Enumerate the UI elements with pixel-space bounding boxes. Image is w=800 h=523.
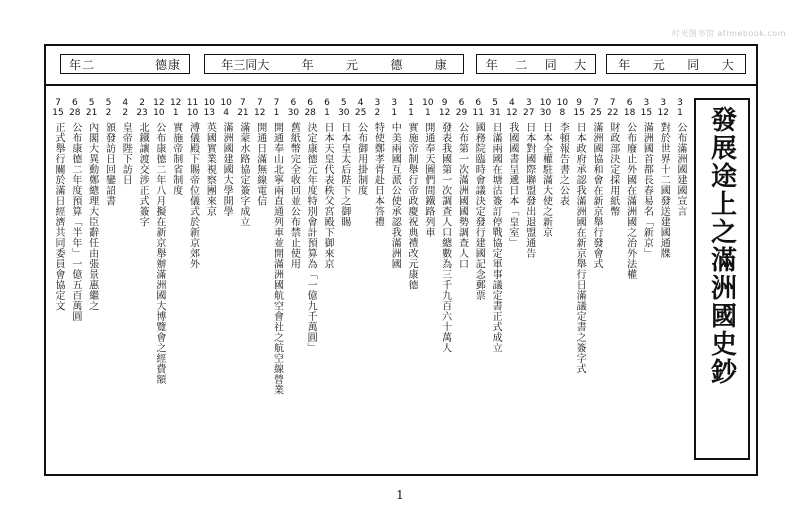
entry-date	[539, 98, 553, 118]
entry-date	[236, 98, 250, 118]
entry-date	[639, 98, 653, 118]
entry-month: 5	[105, 98, 112, 108]
entry-month: 3	[643, 98, 650, 108]
entry-text: 內閣大異動鄭總理大臣辭任由張景惠繼之	[86, 122, 98, 311]
entry-text: 日本對國際聯盟發出退盟通告	[523, 122, 535, 259]
entry-month: 10	[556, 98, 569, 108]
entry-month: 6	[458, 98, 465, 108]
entry-day: 22	[607, 108, 619, 118]
entry-month: 2	[139, 98, 145, 108]
entry-day: 1	[391, 108, 398, 118]
chronology-entry	[287, 98, 299, 468]
entry-month: 4	[357, 98, 364, 108]
period-box-kangde-2	[60, 54, 190, 74]
entry-month: 7	[256, 98, 263, 108]
entry-day: 29	[455, 108, 468, 118]
entry-month: 10	[539, 98, 552, 108]
chronology-entry	[657, 98, 669, 468]
entry-day: 27	[522, 108, 535, 118]
entry-text: 實施帝制舉行帝政慶祝典禮改元康德	[406, 122, 418, 290]
entry-day: 15	[573, 108, 585, 118]
entry-month: 9	[576, 98, 582, 108]
entry-day: 28	[304, 108, 316, 118]
entry-text: 皇帝陛下訪日	[120, 122, 132, 185]
entry-date	[101, 98, 115, 118]
entry-day: 1	[324, 108, 330, 118]
entry-date	[589, 98, 603, 118]
entry-date	[202, 98, 216, 118]
chronology-entry	[338, 98, 350, 468]
entry-day: 10	[186, 108, 199, 118]
entry-text: 開通奉山北寧兩直通列車並開滿洲國航空會社之航空線營業	[271, 122, 283, 395]
entry-date	[488, 98, 502, 118]
entry-date	[370, 98, 384, 118]
entry-date	[303, 98, 317, 118]
header-band	[46, 46, 756, 86]
entry-text: 中美兩國互派公使承認我滿洲國	[389, 122, 401, 269]
entry-day: 8	[559, 108, 566, 118]
entry-month: 6	[307, 98, 314, 108]
period-box-datong-3-kangde-1	[204, 54, 464, 74]
entry-date	[85, 98, 99, 118]
entry-date	[606, 98, 620, 118]
entry-month: 7	[609, 98, 616, 108]
entry-month: 6	[324, 98, 330, 108]
entry-date	[438, 98, 452, 118]
entry-day: 2	[122, 108, 129, 118]
period-char: 德	[390, 57, 403, 72]
chronology-entry	[237, 98, 249, 468]
entry-day: 15	[640, 108, 653, 118]
period-year: 年二	[69, 57, 96, 72]
entry-text: 日本全權駐滿大使之新京	[540, 122, 552, 238]
period-char: 大	[721, 57, 734, 72]
entry-day: 2	[374, 108, 381, 118]
entry-month: 3	[525, 98, 532, 108]
entry-text: 滿蒙水路協定簽字成立	[237, 122, 249, 227]
entry-month: 6	[71, 98, 78, 108]
entry-text: 公布康德二年八月擬在新京舉辦滿洲國大博覽會之經費額	[153, 122, 165, 385]
chronology-columns	[52, 98, 686, 468]
period-char: 二	[515, 57, 528, 72]
entry-text: 日本政府承認我滿洲國在新京舉行日滿議定書之簽字式	[574, 122, 586, 374]
entry-date	[68, 98, 82, 118]
entry-day: 21	[85, 108, 98, 118]
entry-day: 28	[69, 108, 81, 118]
entry-day: 10	[153, 108, 165, 118]
entry-date	[320, 98, 334, 118]
entry-text: 李頓報告書之公表	[557, 122, 569, 206]
entry-text: 發表我國第一次調查人口總數為三千九百六十萬人	[439, 122, 451, 353]
entry-day: 1	[677, 108, 683, 118]
entry-text: 日本皇太后陛下之御賜	[338, 122, 350, 227]
chronology-entry	[86, 98, 98, 468]
entry-month: 10	[220, 98, 232, 108]
entry-text: 決定康德元年度特別會計預算為「一億九千萬圓」	[305, 122, 317, 353]
entry-date	[51, 98, 65, 118]
entry-month: 9	[441, 98, 448, 108]
entry-day: 15	[52, 108, 64, 118]
document-frame	[44, 44, 758, 476]
period-char: 年	[618, 57, 631, 72]
entry-day: 21	[237, 108, 249, 118]
entry-text: 開通奉天圖們間鐵路列車	[422, 122, 434, 238]
period-char: 年	[301, 57, 314, 72]
chronology-entry	[472, 98, 484, 468]
entry-text: 滿洲國首都長春易名「新京」	[641, 122, 653, 259]
entry-month: 10	[422, 98, 434, 108]
chronology-entry	[355, 98, 367, 468]
period-char: 大	[574, 57, 587, 72]
chronology-entry	[624, 98, 636, 468]
entry-text: 正式舉行關於滿日經濟共同委員會協定文	[53, 122, 64, 311]
entry-day: 12	[254, 108, 266, 118]
entry-month: 4	[122, 98, 129, 108]
entry-date	[253, 98, 267, 118]
chronology-entry	[220, 98, 232, 468]
entry-date	[471, 98, 485, 118]
chronology-entry	[422, 98, 434, 468]
chronology-entry	[254, 98, 266, 468]
entry-date	[186, 98, 200, 118]
chronology-entry	[590, 98, 602, 468]
entry-month: 3	[660, 98, 667, 108]
chronology-entry	[640, 98, 652, 468]
entry-text: 開通日滿無線電信	[254, 122, 266, 206]
title-panel	[694, 98, 750, 460]
entry-month: 1	[408, 98, 414, 108]
entry-day: 30	[539, 108, 552, 118]
entry-day: 4	[223, 108, 229, 118]
entry-day: 30	[287, 108, 300, 118]
period-box-datong-1	[606, 54, 746, 74]
page-title: 發展途上之滿洲國史鈔	[706, 106, 737, 386]
entry-day: 23	[136, 108, 148, 118]
entry-day: 25	[354, 108, 367, 118]
entry-text: 頒發訪日回鑾詔書	[103, 122, 115, 206]
entry-text: 滿洲國協和會在新京舉行發會式	[590, 122, 602, 269]
entry-month: 6	[626, 98, 633, 108]
chronology-entry	[573, 98, 585, 468]
entry-day: 18	[623, 108, 636, 118]
entry-date	[135, 98, 149, 118]
page-number: 1	[396, 488, 404, 502]
entry-text: 我國國書呈遞日本「皇室」	[506, 122, 518, 248]
chronology-entry	[607, 98, 619, 468]
entry-month: 11	[186, 98, 199, 108]
entry-date	[337, 98, 351, 118]
entry-date	[673, 98, 687, 118]
chronology-entry	[388, 98, 400, 468]
entry-date	[387, 98, 401, 118]
chronology-entry	[271, 98, 283, 468]
entry-day: 25	[590, 108, 602, 118]
entry-day: 1	[273, 108, 280, 118]
entry-date	[169, 98, 183, 118]
chronology-entry	[321, 98, 333, 468]
entry-date	[219, 98, 233, 118]
entry-date	[421, 98, 435, 118]
entry-month: 5	[340, 98, 347, 108]
period-char: 康	[434, 57, 447, 72]
entry-month: 3	[391, 98, 398, 108]
entry-month: 4	[509, 98, 515, 108]
period-era: 德康	[154, 57, 181, 72]
period-char: 年	[485, 57, 498, 72]
period-box-datong-2	[476, 54, 596, 74]
entry-text: 舊紙幣完全收回並公布禁止使用	[288, 122, 300, 269]
entry-text: 財政部決定採用紙幣	[607, 122, 619, 217]
entry-text: 對於世界十二國發送建國通牒	[658, 122, 670, 259]
entry-day: 2	[105, 108, 112, 118]
entry-month: 7	[55, 98, 61, 108]
entry-text: 滿洲國建國大學開學	[221, 122, 233, 217]
entry-day: 11	[472, 108, 484, 118]
period-label: 年三同大	[221, 57, 270, 72]
chronology-entry	[119, 98, 131, 468]
chronology-entry	[523, 98, 535, 468]
entry-text: 公布廢止外國在滿洲國之治外法權	[624, 122, 636, 280]
entry-month: 5	[88, 98, 95, 108]
chronology-entry	[489, 98, 501, 468]
entry-month: 7	[593, 98, 599, 108]
entry-day: 1	[424, 108, 431, 118]
entry-date	[404, 98, 418, 118]
entry-day: 12	[506, 108, 518, 118]
entry-month: 7	[240, 98, 246, 108]
entry-month: 12	[153, 98, 165, 108]
entry-day: 1	[172, 108, 179, 118]
entry-date	[270, 98, 284, 118]
entry-month: 5	[492, 98, 498, 108]
chronology-entry	[69, 98, 81, 468]
chronology-entry	[187, 98, 199, 468]
chronology-entry	[136, 98, 148, 468]
entry-month: 10	[203, 98, 216, 108]
chronology-entry	[153, 98, 165, 468]
period-char: 同	[687, 57, 700, 72]
entry-date	[555, 98, 569, 118]
chronology-entry	[405, 98, 417, 468]
entry-month: 3	[677, 98, 683, 108]
chronology-entry	[556, 98, 568, 468]
entry-month: 3	[374, 98, 381, 108]
entry-date	[656, 98, 670, 118]
chronology-entry	[203, 98, 215, 468]
entry-date	[354, 98, 368, 118]
entry-date	[572, 98, 586, 118]
chronology-entry	[506, 98, 518, 468]
period-char: 同	[544, 57, 557, 72]
entry-day: 13	[203, 108, 216, 118]
entry-day: 30	[338, 108, 350, 118]
period-char: 元	[652, 57, 665, 72]
entry-date	[505, 98, 519, 118]
entry-text: 日本天皇代表秩父宮殿下御來京	[321, 122, 333, 269]
chronology-entry	[170, 98, 182, 468]
entry-text: 北鐵讓渡交涉正式簽字	[137, 122, 149, 227]
entry-text: 公布第一次滿洲國國勢調查人口	[456, 122, 468, 269]
entry-month: 6	[290, 98, 297, 108]
entry-date	[152, 98, 166, 118]
entry-day: 1	[408, 108, 414, 118]
chronology-entry	[371, 98, 383, 468]
period-char: 元	[345, 57, 358, 72]
entry-date	[623, 98, 637, 118]
entry-text: 溥儀殿下賜帝位儀式於新京郊外	[187, 122, 199, 269]
entry-text: 國務院臨時會議決定發行建國記念郵票	[473, 122, 485, 301]
entry-date	[454, 98, 468, 118]
entry-day: 31	[489, 108, 501, 118]
chronology-entry	[439, 98, 451, 468]
chronology-entry	[540, 98, 552, 468]
entry-day: 12	[657, 108, 669, 118]
chronology-entry	[52, 98, 64, 468]
entry-text: 公布滿洲國建國宣言	[675, 122, 686, 217]
entry-date	[522, 98, 536, 118]
chronology-entry	[304, 98, 316, 468]
entry-text: 英國實業視察團來京	[204, 122, 216, 217]
entry-month: 6	[475, 98, 482, 108]
entry-text: 實施帝制省制度	[170, 122, 182, 196]
entry-text: 公布康德二年度預算「半年」一億五百萬圓	[69, 122, 81, 322]
entry-day: 12	[438, 108, 451, 118]
entry-date	[118, 98, 132, 118]
chronology-entry	[102, 98, 114, 468]
entry-text: 特使鄭孝胥赴日本答禮	[372, 122, 384, 227]
chronology-entry	[674, 98, 686, 468]
entry-text: 公布御用掛制度	[355, 122, 367, 196]
entry-month: 12	[169, 98, 182, 108]
entry-month: 7	[273, 98, 280, 108]
entry-date	[286, 98, 300, 118]
watermark: 时光图书馆 atimebook.com	[671, 29, 786, 38]
entry-text: 日滿兩國在塘沽簽訂停戰協定軍事議定書正式成立	[490, 122, 502, 353]
chronology-entry	[455, 98, 467, 468]
